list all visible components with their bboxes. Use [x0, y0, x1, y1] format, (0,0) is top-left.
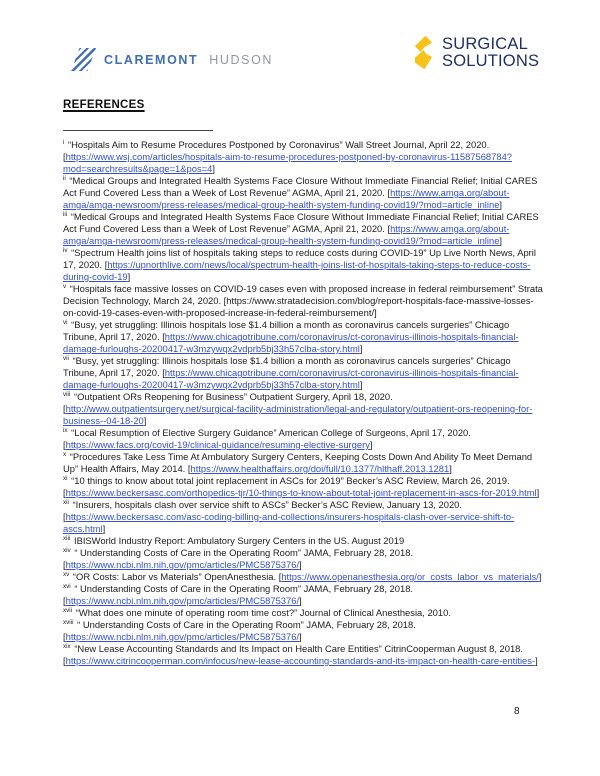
- reference-link[interactable]: https://www.ncbi.nlm.nih.gov/pmc/articles/PMC5875376/: [65, 559, 300, 570]
- reference-item: $^{xv}$ “OR Costs: Labor vs Materials” OpenAnesthesia. [https://www.openanesthesia.org/or_costs_labor_vs_materials/]: [63, 570, 542, 582]
- reference-marker: xi: [63, 474, 68, 482]
- diagonal-stripes-icon: [71, 48, 96, 71]
- footnote-separator: [63, 130, 213, 131]
- reference-marker: vi: [63, 318, 68, 326]
- reference-marker: i: [63, 138, 65, 146]
- reference-link[interactable]: https://www.healthaffairs.org/doi/full/10.1377/hlthaff.2013.1281: [190, 463, 450, 474]
- reference-item: $^v$ “Hospitals face massive losses on COVID-19 cases even with proposed increase in federal reimbursement” Strata Decision Technology, March 24, 2020. [https://www.stratadecision.com/blog/report-hospitals-face-massive-losses-on-covid-19-cases-even-with-proposed-increase-in-federal-reimbursement/]: [63, 282, 543, 318]
- page-number: 8: [514, 706, 520, 717]
- reference-link[interactable]: https://upnorthlive.com/news/local/spectrum-health-joins-list-of-hospitals-taking-steps-to-reduce-costs-during-covid-19: [63, 259, 531, 282]
- reference-item: $^{vi}$ “Busy, yet struggling: Illinois hospitals lose $1.4 billion a month as coronavirus cancels surgeries” Chicago Tribune, April 17, 2020. [https://www.chicagotribune.com/coronavirus/ct-coronavirus-illinois-hospitals-financial-damage-furloughs-20200417-w3mzywqx2vdprb5bj33h57clba-story.html]: [63, 318, 519, 354]
- reference-item: $^{xi}$ “10 things to know about total joint replacement in ASCs for 2019” Becker’s ASC Review, March 26, 2019. [https://www.beckersasc.com/orthopedics-tjr/10-things-to-know-about-total-joint-replacement-in-ascs-for-2019.html]: [63, 474, 540, 498]
- reference-marker: xiii: [63, 534, 71, 542]
- reference-link[interactable]: https://www.facs.org/covid-19/clinical-guidance/resuming-elective-surgery: [65, 439, 370, 450]
- claremont-hudson-logo: [71, 48, 273, 71]
- reference-link[interactable]: https://www.beckersasc.com/asc-coding-billing-and-collections/insurers-hospitals-clash-over-service-shift-to-ascs.html: [63, 511, 515, 534]
- references-list: [63, 139, 543, 667]
- reference-link[interactable]: https://www.beckersasc.com/orthopedics-tjr/10-things-to-know-about-total-joint-replacement-in-ascs-for-2019.html: [65, 487, 537, 498]
- reference-link[interactable]: https://www.ncbi.nlm.nih.gov/pmc/articles/PMC5875376/: [65, 631, 300, 642]
- reference-item: $^{ii}$ “Medical Groups and Integrated Health Systems Face Closure Without Immediate Financial Relief; Initial CARES Act Fund Covered Less than a Week of Lost Revenue” AGMA, April 21, 2020. [https://www.amga.org/about-amga/amga-newsroom/press-releases/medical-group-health-system-funding-covid19/?mod=article_inline]: [63, 174, 538, 210]
- reference-marker: xvi: [63, 582, 71, 590]
- reference-item: $^{xvii}$ “What does one minute of operating room time cost?” Journal of Clinical Anesthesia, 2010.: [63, 606, 451, 618]
- reference-item: $^{iv}$ “Spectrum Health joins list of hospitals taking steps to reduce costs during COVID-19” Up Live North News, April 17, 2020. [https://upnorthlive.com/news/local/spectrum-health-joins-list-of-hospitals-taking-steps-to-reduce-costs-during-covid-19]: [63, 246, 536, 282]
- hudson-wordmark: HUDSON: [209, 52, 274, 67]
- reference-item: $^{xvi}$ “ Understanding Costs of Care in the Operating Room” JAMA, February 28, 2018. [https://www.ncbi.nlm.nih.gov/pmc/articles/PMC5875376/]: [63, 582, 414, 606]
- surgical-solutions-wordmark: [442, 36, 539, 70]
- reference-marker: xiv: [63, 546, 71, 554]
- reference-marker: xviii: [63, 618, 74, 626]
- reference-item: $^{xiii}$ IBISWorld Industry Report: Ambulatory Surgery Centers in the US. August 2019: [63, 534, 405, 546]
- reference-link[interactable]: https://www.amga.org/about-amga/amga-newsroom/press-releases/medical-group-health-system-funding-covid19/?mod=article_inline: [63, 223, 510, 246]
- reference-link[interactable]: https://www.chicagotribune.com/coronavirus/ct-coronavirus-illinois-hospitals-financial-damage-furloughs-20200417-w3mzywqx2vdprb5bj33h57clba-story.html: [63, 331, 519, 354]
- reference-link[interactable]: https://www.chicagotribune.com/coronavirus/ct-coronavirus-illinois-hospitals-financial-damage-furloughs-20200417-w3mzywqx2vdprb5bj33h57clba-story.html: [63, 367, 519, 390]
- reference-item: $^i$ “Hospitals Aim to Resume Procedures Postponed by Coronavirus” Wall Street Journal, April 22, 2020. [https://www.wsj.com/articles/hospitals-aim-to-resume-procedures-postponed-by-coronavirus-11587568784?mod=searchresults&page=1&pos=4]: [63, 138, 512, 174]
- reference-item: $^{vii}$ “Busy, yet struggling: Illinois hospitals lose $1.4 billion a month as coronavirus cancels surgeries” Chicago Tribune, April 17, 2020. [https://www.chicagotribune.com/coronavirus/ct-coronavirus-illinois-hospitals-financial-damage-furloughs-20200417-w3mzywqx2vdprb5bj33h57clba-story.html]: [63, 354, 519, 390]
- reference-item: $^{iii}$ “Medical Groups and Integrated Health Systems Face Closure Without Immediate Financial Relief; Initial CARES Act Fund Covered Less than a Week of Lost Revenue” AGMA, April 21, 2020. [https://www.amga.org/about-amga/amga-newsroom/press-releases/medical-group-health-system-funding-covid19/?mod=article_inline]: [63, 210, 539, 246]
- reference-item: $^{viii}$ “Outpatient ORs Reopening for Business” Outpatient Surgery, April 18, 2020. [http://www.outpatientsurgery.net/surgical-facility-administration/legal-and-regulatory/outpatient-ors-reopening-for-business--04-18-20]: [63, 390, 533, 426]
- reference-link[interactable]: https://www.wsj.com/articles/hospitals-aim-to-resume-procedures-postponed-by-coronavirus-11587568784?mod=searchresults&page=1&pos=4: [63, 151, 512, 174]
- reference-item: $^{ix}$ “Local Resumption of Elective Surgery Guidance” American College of Surgeons, April 17, 2020. [https://www.facs.org/covid-19/clinical-guidance/resuming-elective-surgery]: [63, 426, 471, 450]
- reference-marker: xvii: [63, 606, 73, 614]
- reference-marker: viii: [63, 390, 71, 398]
- surgical-wordmark-line2: SOLUTIONS: [442, 52, 540, 70]
- reference-link[interactable]: https://www.openanesthesia.org/or_costs_labor_vs_materials/: [281, 571, 539, 582]
- reference-marker: iv: [63, 246, 68, 254]
- reference-marker: ii: [63, 174, 66, 182]
- reference-link[interactable]: https://www.citrincooperman.com/infocus/new-lease-accounting-standards-and-its-impact-on-health-care-entities-: [65, 655, 536, 666]
- reference-marker: vii: [63, 354, 69, 362]
- reference-marker: xii: [63, 498, 69, 506]
- reference-link[interactable]: https://www.ncbi.nlm.nih.gov/pmc/articles/PMC5875376/: [65, 595, 300, 606]
- reference-marker: xv: [63, 570, 70, 578]
- reference-item: $^{xviii}$ “ Understanding Costs of Care in the Operating Room” JAMA, February 28, 2018. [https://www.ncbi.nlm.nih.gov/pmc/articles/PMC5875376/]: [63, 618, 416, 642]
- reference-link[interactable]: https://www.amga.org/about-amga/amga-newsroom/press-releases/medical-group-health-system-funding-covid19/?mod=article_inline: [63, 187, 510, 210]
- reference-marker: x: [63, 450, 67, 458]
- reference-marker: v: [63, 282, 67, 290]
- surgical-wordmark-line1: SURGICAL: [442, 35, 528, 53]
- reference-item: $^x$ “Procedures Take Less Time At Ambulatory Surgery Centers, Keeping Costs Down And Ability To Meet Demand Up” Health Affairs, May 2014. [https://www.healthaffairs.org/doi/full/10.1377/hlthaff.2013.1281]: [63, 450, 533, 474]
- stacked-chevrons-s-icon: [412, 33, 435, 73]
- claremont-wordmark: CLAREMONT: [104, 52, 199, 67]
- surgical-solutions-logo: [412, 33, 539, 73]
- reference-link[interactable]: http://www.outpatientsurgery.net/surgical-facility-administration/legal-and-regulatory/outpatient-ors-reopening-for-business--04-18-20: [63, 403, 533, 426]
- reference-item: $^{xiv}$ “ Understanding Costs of Care in the Operating Room” JAMA, February 28, 2018. [https://www.ncbi.nlm.nih.gov/pmc/articles/PMC5875376/]: [63, 546, 414, 570]
- reference-marker: iii: [63, 210, 68, 218]
- reference-marker: ix: [63, 426, 68, 434]
- reference-marker: xix: [63, 642, 71, 650]
- reference-item: $^{xix}$ “New Lease Accounting Standards and Its Impact on Health Care Entities” CitrinCooperman August 8, 2018. [https://www.citrincooperman.com/infocus/new-lease-accounting-standards-and-its-impact-on-health-care-entities-]: [63, 642, 538, 666]
- references-heading: REFERENCES: [63, 99, 145, 111]
- reference-item: $^{xii}$ “Insurers, hospitals clash over service shift to ASCs” Becker’s ASC Review, January 13, 2020. [https://www.beckersasc.com/asc-coding-billing-and-collections/insurers-hospitals-clash-over-service-shift-to-ascs.html]: [63, 498, 515, 534]
